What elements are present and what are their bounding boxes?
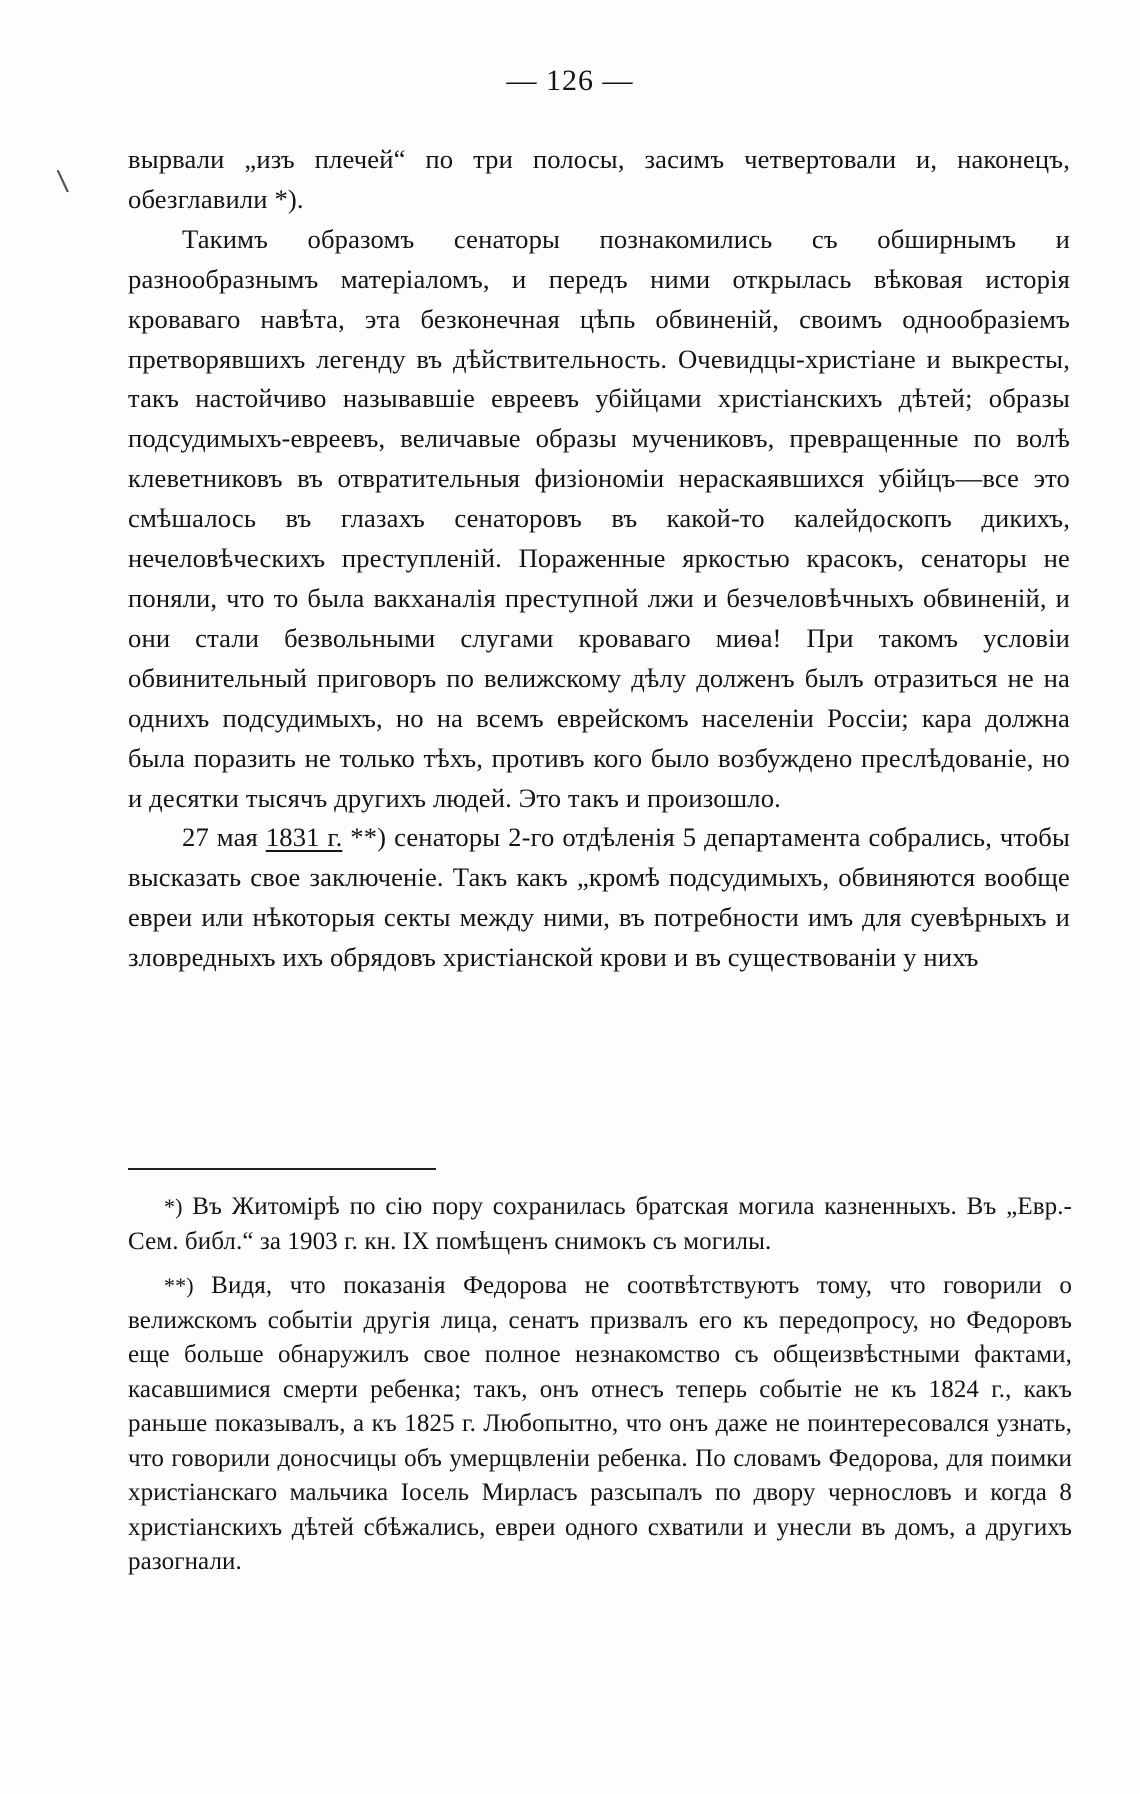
footnote-2-mark: **) bbox=[164, 1273, 194, 1298]
page-number: — 126 — bbox=[506, 64, 634, 97]
footnote-divider bbox=[128, 1168, 436, 1170]
footnotes bbox=[128, 1190, 1072, 1590]
footnote-2 bbox=[128, 1269, 1072, 1580]
paragraph-continuation: вырвали „изъ плечей“ по три полосы, засимъ четвертовали и, наконецъ, обезглавили *). bbox=[128, 144, 1070, 214]
footnote-1-mark: *) bbox=[164, 1194, 183, 1219]
paragraph-may-1831-text: **) сенаторы 2-го отдѣленія 5 департамента собрались, чтобы высказать свое заключеніе. Такъ какъ „кромѣ подсудимыхъ, обвиняются вообще евреи или нѣкоторыя секты между ними, въ потребности имъ для суевѣрныхъ и зловредныхъ ихъ обрядовъ христіанской крови и въ существованіи у нихъ bbox=[128, 822, 1070, 973]
paragraph-senators: Такимъ образомъ сенаторы познакомились съ обширнымъ и разнообразнымъ матеріаломъ, и передъ ними открылась вѣковая исторія кроваваго навѣта, эта безконечная цѣпь обвиненій, своимъ однообразіемъ претворявшихъ легенду въ дѣйствительность. Очевидцы-христіане и выкресты, такъ настойчиво называвшіе евреевъ убійцами христіанскихъ дѣтей; образы подсудимыхъ-евреевъ, величавые образы мучениковъ, превращенные по волѣ клеветниковъ въ отвратительныя физіономіи нераскаявшихся убійцъ—все это смѣшалось въ глазахъ сенаторовъ въ какой-то калейдоскопъ дикихъ, нечеловѣческихъ преступленій. Пораженные яркостью красокъ, сенаторы не поняли, что то была вакханалія преступной лжи и безчеловѣчныхъ обвиненій, и они стали безвольными слугами кроваваго миѳа! При такомъ условіи обвинительный приговоръ по велижскому дѣлу долженъ былъ отразиться не на однихъ подсудимыхъ, но на всемъ еврейскомъ населеніи Россіи; кара должна была поразить не только тѣхъ, противъ кого было возбуждено преслѣдованіе, но и десятки тысячъ другихъ людей. Это такъ и произошло. bbox=[128, 223, 1070, 813]
margin-pencil-mark: \ bbox=[55, 163, 70, 198]
year-underlined: 1831 г. bbox=[265, 822, 343, 853]
date-lead: 27 мая bbox=[182, 822, 258, 853]
footnote-2-text: Видя, что показанія Федорова не соотвѣтствуютъ тому, что говорили о велижскомъ событіи другія лица, сенатъ призвалъ его къ передопросу, но Федоровъ еще больше обнаружилъ свое полное незнакомство съ общеизвѣстными фактами, касавшимися смерти ребенка; такъ, онъ отнесъ теперь событіе не къ 1824 г., какъ раньше показывалъ, а къ 1825 г. Любопытно, что онъ даже не поинтересовался узнать, что говорили доносчицы объ умерщвленіи ребенка. По словамъ Федорова, для поимки христіанскаго мальчика Іосель Мирласъ разсыпалъ по двору чернословъ и когда 8 христіанскихъ дѣтей сбѣжались, евреи одного схватили и унесли въ домъ, а другихъ разогнали. bbox=[128, 1272, 1072, 1575]
footnote-1-text: Въ Житомірѣ по сію пору сохранилась братская могила казненныхъ. Въ „Евр.-Сем. библ.“ за 1903 г. кн. IX помѣщенъ снимокъ съ могилы. bbox=[128, 1193, 1072, 1255]
paragraph-may-1831 bbox=[128, 818, 1070, 978]
main-text bbox=[128, 140, 1070, 978]
footnote-1 bbox=[128, 1190, 1072, 1259]
